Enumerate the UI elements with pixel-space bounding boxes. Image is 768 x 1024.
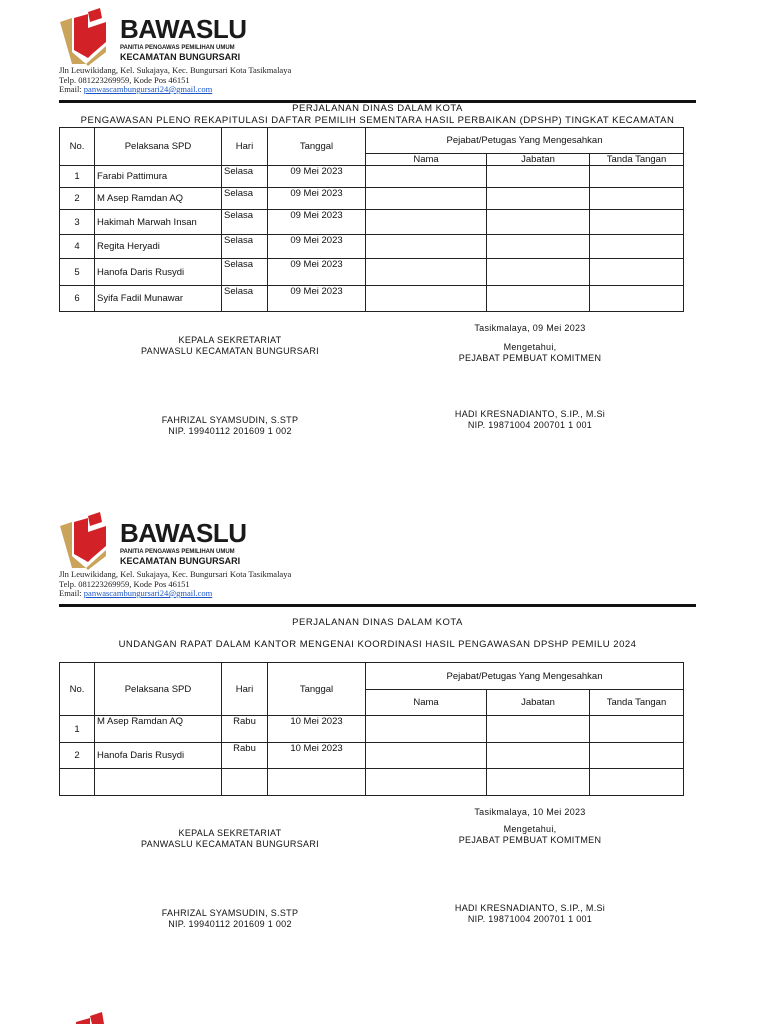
right-signatory-nip: NIP. 19871004 200701 1 001 (467, 914, 593, 924)
table-row (60, 286, 684, 312)
bawaslu-emblem-icon (58, 512, 114, 570)
row-day: Selasa (222, 210, 268, 235)
left-signatory-nip: NIP. 19940112 201609 1 002 (168, 426, 292, 436)
table-row (60, 769, 684, 796)
right-signatory (420, 409, 640, 431)
brand-district: KECAMATAN BUNGURSARI (120, 52, 241, 62)
row-jabatan-cell (487, 166, 590, 188)
col-nama-header: Nama (366, 690, 487, 716)
left-signatory (120, 415, 340, 437)
document-page-1 (0, 0, 768, 500)
col-pejabat-header: Pejabat/Petugas Yang Mengesahkan (366, 128, 684, 154)
right-signatory-name: HADI KRESNADIANTO, S.IP., M.Si (454, 409, 606, 419)
col-hari-header: Hari (222, 128, 268, 166)
row-jabatan-cell (487, 235, 590, 259)
table-row (60, 210, 684, 235)
brand-district: KECAMATAN BUNGURSARI (120, 556, 241, 566)
row-name: Syifa Fadil Munawar (95, 286, 222, 312)
right-signatory-title (430, 342, 630, 364)
row-day: Selasa (222, 235, 268, 259)
row-nama-cell (366, 743, 487, 769)
col-pelaksana-header: Pelaksana SPD (95, 663, 222, 716)
right-signatory-title (430, 824, 630, 846)
doc-subtitle: PENGAWASAN PLENO REKAPITULASI DAFTAR PEMILIH SEMENTARA HASIL PERBAIKAN (DPSHP) TINGKAT KECAMATAN (80, 115, 675, 126)
spd-table (59, 127, 684, 312)
row-no: 1 (60, 716, 95, 743)
row-name: M Asep Ramdan AQ (95, 188, 222, 210)
row-jabatan-cell (487, 210, 590, 235)
left-title-line2: PANWASLU KECAMATAN BUNGURSARI (141, 346, 319, 356)
row-day: Selasa (222, 166, 268, 188)
row-ttd-cell (590, 166, 684, 188)
row-name (95, 769, 222, 796)
table-row (60, 188, 684, 210)
left-title-line1: KEPALA SEKRETARIAT (178, 828, 282, 838)
email-label: Email: (59, 588, 82, 598)
row-nama-cell (366, 259, 487, 286)
row-day (222, 769, 268, 796)
row-no (60, 769, 95, 796)
right-title-line1: Mengetahui, (503, 342, 557, 352)
bawaslu-emblem-icon (60, 1012, 116, 1024)
left-signatory-title (120, 828, 340, 850)
row-jabatan-cell (487, 769, 590, 796)
row-date (268, 769, 366, 796)
row-no: 5 (60, 259, 95, 286)
address-block (59, 66, 291, 95)
table-row (60, 259, 684, 286)
row-date: 09 Mei 2023 (268, 166, 366, 188)
row-date: 09 Mei 2023 (268, 286, 366, 312)
doc-title: PERJALANAN DINAS DALAM KOTA (292, 103, 463, 114)
left-title-line1: KEPALA SEKRETARIAT (178, 335, 282, 345)
row-no: 2 (60, 743, 95, 769)
row-nama-cell (366, 286, 487, 312)
row-no: 6 (60, 286, 95, 312)
place-date: Tasikmalaya, 09 Mei 2023 (474, 323, 586, 333)
table-row (60, 166, 684, 188)
row-nama-cell (366, 210, 487, 235)
row-ttd-cell (590, 259, 684, 286)
col-hari-header: Hari (222, 663, 268, 716)
doc-subtitle: UNDANGAN RAPAT DALAM KANTOR MENGENAI KOORDINASI HASIL PENGAWASAN DPSHP PEMILU 2024 (118, 639, 637, 650)
row-date: 09 Mei 2023 (268, 259, 366, 286)
col-ttd-header: Tanda Tangan (590, 690, 684, 716)
row-ttd-cell (590, 286, 684, 312)
row-date: 09 Mei 2023 (268, 188, 366, 210)
row-name: Hanofa Daris Rusydi (95, 743, 222, 769)
row-name: Hanofa Daris Rusydi (95, 259, 222, 286)
spd-table (59, 662, 684, 796)
row-nama-cell (366, 769, 487, 796)
col-pelaksana-header: Pelaksana SPD (95, 128, 222, 166)
col-no-header: No. (60, 663, 95, 716)
header-divider (59, 604, 696, 607)
row-nama-cell (366, 188, 487, 210)
row-date: 10 Mei 2023 (268, 743, 366, 769)
row-jabatan-cell (487, 286, 590, 312)
right-signatory-name: HADI KRESNADIANTO, S.IP., M.Si (454, 903, 606, 913)
left-signatory-name: FAHRIZAL SYAMSUDIN, S.STP (161, 908, 299, 918)
right-title-line2: PEJABAT PEMBUAT KOMITMEN (458, 835, 602, 845)
row-nama-cell (366, 235, 487, 259)
address-block (59, 570, 291, 599)
row-name: M Asep Ramdan AQ (95, 716, 222, 743)
row-date: 10 Mei 2023 (268, 716, 366, 743)
left-signatory-name: FAHRIZAL SYAMSUDIN, S.STP (161, 415, 299, 425)
brand-name: BAWASLU (120, 14, 247, 44)
row-day: Selasa (222, 259, 268, 286)
col-ttd-header: Tanda Tangan (590, 154, 684, 166)
row-date: 09 Mei 2023 (268, 210, 366, 235)
row-name: Hakimah Marwah Insan (95, 210, 222, 235)
row-day: Selasa (222, 188, 268, 210)
col-pejabat-header: Pejabat/Petugas Yang Mengesahkan (366, 663, 684, 690)
row-ttd-cell (590, 743, 684, 769)
table-row (60, 743, 684, 769)
row-ttd-cell (590, 769, 684, 796)
left-title-line2: PANWASLU KECAMATAN BUNGURSARI (141, 839, 319, 849)
col-jabatan-header: Jabatan (487, 690, 590, 716)
email-line (59, 589, 291, 599)
brand-subtitle: PANITIA PENGAWAS PEMILIHAN UMUM (120, 45, 235, 51)
address-line: Jln Leuwikidang, Kel. Sukajaya, Kec. Bungursari Kota Tasikmalaya (59, 569, 292, 579)
row-jabatan-cell (487, 188, 590, 210)
row-jabatan-cell (487, 716, 590, 743)
row-jabatan-cell (487, 259, 590, 286)
row-ttd-cell (590, 235, 684, 259)
row-no: 4 (60, 235, 95, 259)
row-no: 1 (60, 166, 95, 188)
row-nama-cell (366, 716, 487, 743)
row-jabatan-cell (487, 743, 590, 769)
row-ttd-cell (590, 716, 684, 743)
row-nama-cell (366, 166, 487, 188)
row-day: Selasa (222, 286, 268, 312)
left-signatory-title (120, 335, 340, 357)
row-ttd-cell (590, 210, 684, 235)
table-row (60, 716, 684, 743)
right-signatory (420, 903, 640, 925)
col-jabatan-header: Jabatan (487, 154, 590, 166)
doc-title: PERJALANAN DINAS DALAM KOTA (292, 617, 463, 628)
right-signatory-nip: NIP. 19871004 200701 1 001 (467, 420, 593, 430)
row-ttd-cell (590, 188, 684, 210)
row-name: Regita Heryadi (95, 235, 222, 259)
bawaslu-logo (58, 8, 248, 64)
place-date: Tasikmalaya, 10 Mei 2023 (474, 807, 586, 817)
row-day: Rabu (222, 743, 268, 769)
col-nama-header: Nama (366, 154, 487, 166)
row-day: Rabu (222, 716, 268, 743)
bawaslu-logo (58, 512, 248, 568)
right-title-line2: PEJABAT PEMBUAT KOMITMEN (458, 353, 602, 363)
bawaslu-emblem-icon (58, 8, 114, 66)
email-link[interactable]: panwascambungursari24@gmail.com (83, 84, 213, 94)
email-label: Email: (59, 84, 82, 94)
email-link[interactable]: panwascambungursari24@gmail.com (83, 588, 213, 598)
col-no-header: No. (60, 128, 95, 166)
table-row (60, 235, 684, 259)
brand-name: BAWASLU (120, 518, 247, 548)
left-signatory-nip: NIP. 19940112 201609 1 002 (168, 919, 292, 929)
right-title-line1: Mengetahui, (503, 824, 557, 834)
brand-subtitle: PANITIA PENGAWAS PEMILIHAN UMUM (120, 549, 235, 555)
col-tanggal-header: Tanggal (268, 663, 366, 716)
row-date: 09 Mei 2023 (268, 235, 366, 259)
address-line: Jln Leuwikidang, Kel. Sukajaya, Kec. Bungursari Kota Tasikmalaya (59, 65, 292, 75)
row-name: Farabi Pattimura (95, 166, 222, 188)
left-signatory (120, 908, 340, 930)
row-no: 3 (60, 210, 95, 235)
phone-line: Telp. 081223269959, Kode Pos 46151 (59, 578, 190, 589)
row-no: 2 (60, 188, 95, 210)
document-page-2 (0, 504, 768, 1004)
col-tanggal-header: Tanggal (268, 128, 366, 166)
phone-line: Telp. 081223269959, Kode Pos 46151 (59, 74, 190, 85)
email-line (59, 85, 291, 95)
